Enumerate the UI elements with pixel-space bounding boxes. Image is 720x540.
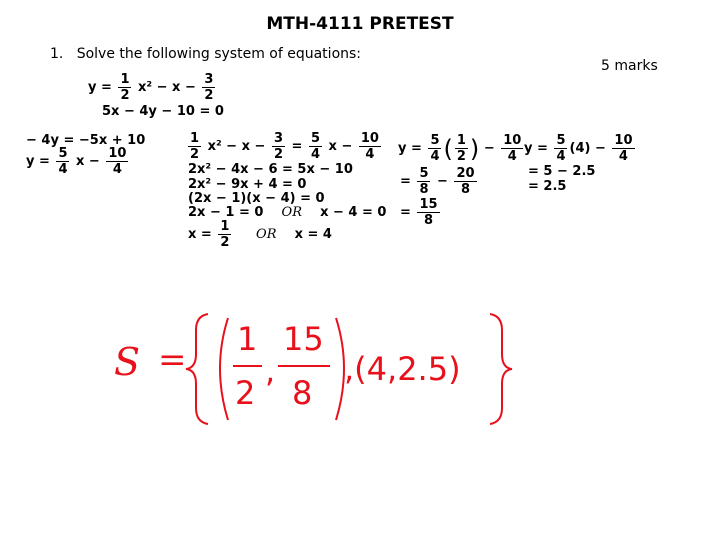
- x1-denominator: 2: [235, 374, 256, 412]
- col2-line6: x = $\frac{1}{2}$ OR x = 4: [188, 219, 332, 250]
- col2-line5: 2x − 1 = 0 OR x − 4 = 0: [188, 205, 387, 220]
- question-prompt: Solve the following system of equations:: [76, 46, 362, 62]
- col4-line2: = 5 − 2.5: [528, 164, 596, 179]
- solution-equals: =: [158, 340, 187, 380]
- marks-label: 5 marks: [601, 58, 658, 74]
- y1-numerator: 15: [283, 320, 324, 358]
- right-brace-icon: [490, 314, 512, 424]
- right-paren-icon: [336, 318, 344, 420]
- left-brace-icon: [186, 314, 208, 424]
- solution-comma: ,: [265, 352, 276, 390]
- col3-line2: = $\frac{5}{8}$ − $\frac{20}{8}$: [400, 166, 475, 197]
- question-number: 1.: [50, 46, 64, 62]
- col2-line3: 2x² − 9x + 4 = 0: [188, 177, 307, 192]
- col4-line1: y = $\frac{5}{4}$ (4) − $\frac{10}{4}$: [524, 133, 633, 164]
- col3-line3: = $\frac{15}{8}$: [400, 197, 438, 228]
- system-eq2: 5x − 4y − 10 = 0: [102, 104, 224, 119]
- col2-line4: (2x − 1)(x − 4) = 0: [188, 191, 325, 206]
- col1-line2: y = $\frac{5}{4}$ x − $\frac{10}{4}$: [26, 146, 127, 177]
- point-2: ,(4,2.5): [344, 350, 461, 388]
- page-title: MTH-4111 PRETEST: [266, 14, 454, 34]
- or-label: OR: [281, 205, 302, 220]
- left-paren-icon: [220, 318, 228, 420]
- col1-line1: − 4y = −5x + 10: [26, 133, 146, 148]
- col4-line3: = 2.5: [528, 179, 567, 194]
- system-eq1: y = $\frac{1}{2}$ x² − x − $\frac{3}{2}$: [88, 72, 214, 103]
- col2-line1: $\frac{1}{2}$ x² − x − $\frac{3}{2}$ = $\frac{5}{4}$ x − $\frac{10}{4}$: [190, 131, 379, 162]
- col2-line2: 2x² − 4x − 6 = 5x − 10: [188, 162, 353, 177]
- col3-line1: y = $\frac{5}{4}$ ( $\frac{1}{2}$ ) − $\frac{10}{4}$: [398, 133, 522, 164]
- x1-numerator: 1: [237, 320, 258, 358]
- solution-s: S: [114, 340, 141, 384]
- y1-denominator: 8: [292, 374, 313, 412]
- or-label: OR: [256, 227, 277, 242]
